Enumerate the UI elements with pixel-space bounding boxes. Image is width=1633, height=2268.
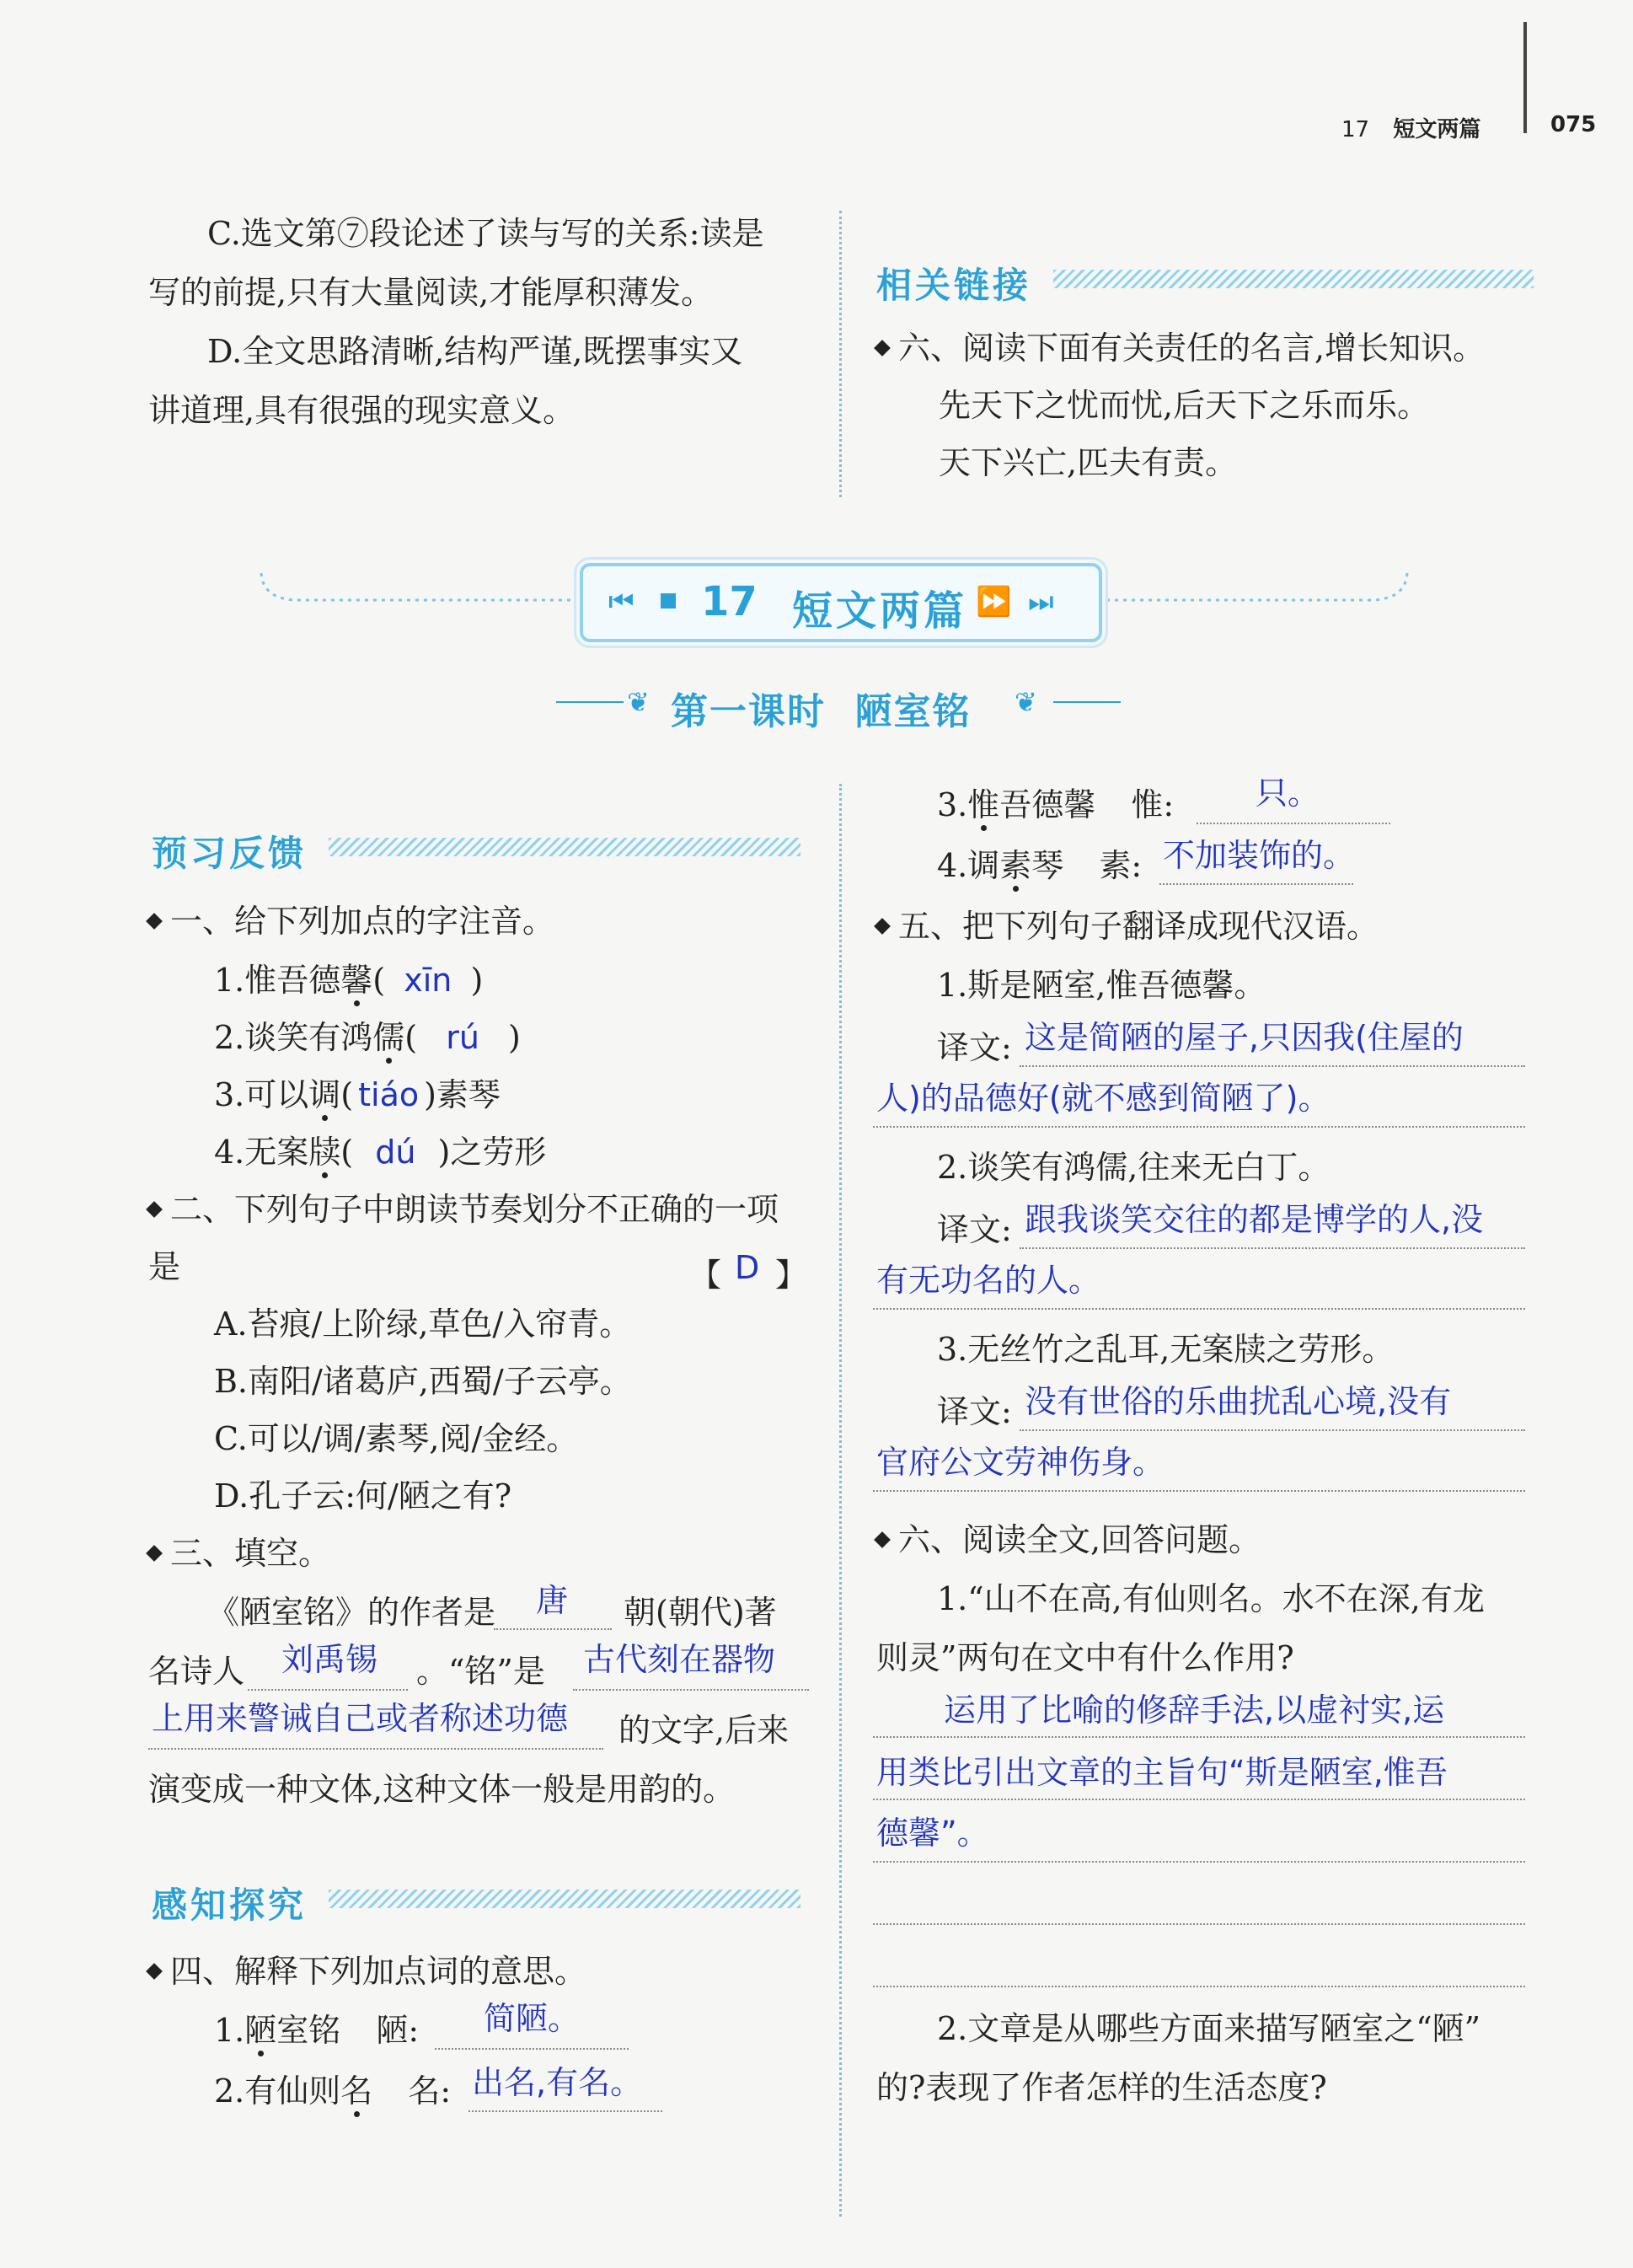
q1-item-3 [214,1076,501,1113]
q4-item-4 [937,847,1143,884]
quote-2: 天下兴亡,匹夫有责。 [939,444,1238,481]
explore-title: 感知探究 [152,1885,308,1926]
paren-close: )之劳形 [437,1134,547,1171]
answer-underline [1020,1247,1525,1249]
subtitle-line-left [556,701,624,703]
paren-open: ( [404,1019,418,1056]
diamond-bullet-icon [874,918,891,935]
q3-answer-ming-1: 古代刻在器物 [583,1641,776,1678]
q1-prompt [148,903,555,940]
paren-open: ( [340,1076,354,1113]
q4-answer-1: 简陋。 [484,2000,581,2037]
q2-option-a: A.苔痕/上阶绿,草色/入帘青。 [214,1306,632,1343]
heading-stripe [329,838,800,856]
answer-underline [873,1126,1525,1128]
q3-text-2: 朝(朝代)著 [624,1594,777,1631]
q4-item-2 [214,2072,452,2110]
q4-answer-3: 只。 [1256,775,1320,812]
q3-answer-ming-2: 上用来警诫自己或者称述功德 [152,1700,569,1737]
q1-item-text: 3.可以 [214,1076,309,1113]
diamond-bullet-icon [874,340,891,357]
q2-option-b: B.南阳/诸葛庐,西蜀/子云亭。 [214,1363,632,1400]
q6-prompt [876,1521,1261,1558]
dotted-char: 素 [999,847,1032,884]
q6-answer-line3: 德馨”。 [876,1815,989,1852]
option-c-line1: C.选文第⑦段论述了读与写的关系:读是 [207,215,764,252]
q4-item-text: 3. [937,786,968,823]
q1-answer-2: rú [446,1019,479,1056]
q6-answer-line2: 用类比引出文章的主旨句“斯是陋室,惟吾 [876,1754,1448,1791]
q3-text-1: 《陋室铭》的作者是 [207,1594,496,1631]
q4-item-text: 室铭 [276,2012,341,2049]
answer-underline [248,1689,408,1691]
q1-item-2 [214,1021,521,1054]
q3-answer-dynasty: 唐 [536,1582,569,1619]
answer-underline [1159,883,1353,885]
q2-option-c: C.可以/调/素琴,阅/金经。 [214,1420,579,1457]
q6-prompt-text: 六、阅读全文,回答问题。 [898,1521,1261,1558]
square-icon [661,593,676,609]
q6-sub1-line1: 1.“山不在高,有仙则名。水不在深,有龙 [937,1580,1485,1617]
q2-bracket-right: 】 [775,1257,808,1294]
dotted-char: 儒 [372,1019,405,1056]
option-c-line2: 写的前提,只有大量阅读,才能厚积薄发。 [148,274,714,311]
column-divider-top [839,211,842,497]
column-divider-main [839,784,842,2217]
fast-forward-icon: ⏩ [976,585,1012,619]
diamond-bullet-icon [146,1963,163,1980]
lesson-subtitle: 第一课时 陋室铭 [671,690,972,733]
quote-1: 先天下之忧而忧,后天下之乐而乐。 [939,387,1430,424]
paren-open: ( [372,962,386,999]
answer-underline [435,2048,629,2050]
q4-answer-4: 不加装饰的。 [1163,837,1356,874]
q3-text-4: 。“铭”是 [416,1653,545,1690]
q1-item-text: 4.无案 [214,1134,309,1171]
q5-answer-1-line2: 人)的品德好(就不感到简陋了)。 [876,1080,1330,1117]
header-chapter-title: 短文两篇 [1393,117,1481,142]
q4-item-text: 吾德馨 [999,786,1096,823]
q5-answer-2-line2: 有无功名的人。 [876,1262,1101,1299]
q2-answer: D [735,1249,760,1286]
preview-title: 预习反馈 [152,833,308,874]
header-rule [1523,22,1527,133]
subtitle-line-right [1053,701,1121,703]
q5-answer-1-line1: 这是简陋的屋子,只因我(住屋的 [1025,1019,1464,1056]
dotted-char: 馨 [340,962,373,999]
dotted-char: 名 [340,2072,373,2110]
q5-sentence-1: 1.斯是陋室,惟吾德馨。 [937,967,1266,1004]
q5-label: 译文: [937,1211,1012,1248]
paren-close: ) [508,1019,521,1056]
answer-underline [573,1689,809,1691]
q3-answer-author: 刘禹锡 [281,1641,378,1678]
q1-item-text: 1.惟吾德 [214,962,341,999]
answer-underline [1020,1065,1525,1067]
q6-sub2-line1: 2.文章是从哪些方面来描写陋室之“陋” [937,2010,1481,2047]
q4-key: 陋: [376,2012,420,2049]
q2-prompt [148,1191,779,1228]
q3-prompt [148,1535,331,1572]
dotted-char: 牍 [308,1134,341,1171]
lesson-title: 短文两篇 [792,587,968,635]
q6-related-prompt [876,330,1486,367]
q4-item-3 [937,786,1175,823]
q4-answer-2: 出名,有名。 [472,2064,643,2101]
page-number: 075 [1550,112,1597,137]
q5-prompt-text: 五、把下列句子翻译成现代汉语。 [898,908,1379,945]
header-chapter-num: 17 [1341,117,1370,142]
paren-open: ( [340,1134,354,1171]
q4-key: 惟: [1131,786,1175,823]
q2-bracket-left: 【 [689,1257,722,1294]
related-links-heading [876,258,1534,306]
related-links-title: 相关链接 [876,265,1032,306]
q5-answer-2-line1: 跟我谈笑交往的都是博学的人,没 [1025,1201,1484,1238]
answer-underline [873,1490,1525,1492]
option-d-line1: D.全文思路清晰,结构严谨,既摆事实又 [207,333,743,370]
q2-prompt-text: 二、下列句子中朗读节奏划分不正确的一项 [170,1191,779,1228]
q6-related-text: 六、阅读下面有关责任的名言,增长知识。 [898,330,1486,367]
answer-underline [873,1986,1525,1987]
subtitle-ornament-right-icon: ❦ [1015,686,1037,718]
q3-text-3: 名诗人 [148,1653,245,1690]
q4-prompt [148,1953,587,1990]
q1-prompt-text: 一、给下列加点的字注音。 [170,903,555,940]
preview-heading [152,826,809,874]
q1-answer-1: xīn [404,962,452,999]
answer-underline [873,1736,1525,1738]
q6-sub2-line2: 的?表现了作者怎样的生活态度? [876,2069,1327,2106]
q4-key: 素: [1099,847,1143,884]
answer-underline [873,1923,1525,1925]
q3-text-5: 的文字,后来 [618,1712,790,1749]
q5-sentence-2: 2.谈笑有鸿儒,往来无白丁。 [937,1149,1330,1186]
diamond-bullet-icon [146,1201,163,1218]
answer-underline [468,2110,662,2112]
heading-stripe [1053,270,1534,288]
skip-end-icon: ⏭ [1028,585,1054,619]
q4-item-text: 琴 [1031,847,1064,884]
rewind-icon: ⏮ [608,585,634,619]
q3-text-6: 演变成一种文体,这种文体一般是用韵的。 [148,1771,736,1808]
q1-item-1 [214,962,484,999]
lesson-banner [580,563,1102,642]
q6-sub1-line2: 则灵”两句在文中有什么作用? [876,1639,1294,1676]
dotted-char: 惟 [967,786,1000,823]
option-d-line2: 讲道理,具有很强的现实意义。 [148,392,576,429]
dotted-char: 调 [308,1076,341,1113]
q6-answer-line1: 运用了比喻的修辞手法,以虚衬实,运 [944,1692,1445,1729]
q4-item-text: 4.调 [937,847,1000,884]
q1-answer-4: dú [375,1134,416,1171]
paren-close: ) [470,962,484,999]
q5-label: 译文: [937,1393,1012,1430]
q5-label: 译文: [937,1029,1012,1066]
answer-underline [873,1308,1525,1310]
q1-item-4 [214,1134,547,1171]
q4-item-text: 1. [214,2012,245,2049]
q5-sentence-3: 3.无丝竹之乱耳,无案牍之劳形。 [937,1331,1395,1368]
q5-answer-3-line2: 官府公文劳神伤身。 [876,1444,1165,1481]
paren-close: )素琴 [424,1076,501,1113]
answer-underline [1197,823,1390,824]
answer-underline [148,1748,603,1750]
lesson-number: 17 [701,578,758,625]
q1-item-text: 2.谈笑有鸿 [214,1019,373,1056]
diamond-bullet-icon [146,913,163,930]
dotted-char: 陋 [244,2012,277,2049]
subtitle-ornament-left-icon: ❦ [627,686,650,718]
q1-answer-3: tiáo [358,1076,420,1113]
answer-underline [873,1861,1525,1863]
q2-option-d: D.孔子云:何/陋之有? [214,1477,512,1515]
answer-underline [494,1628,612,1630]
header-chapter [1341,112,1480,143]
q5-answer-3-line1: 没有世俗的乐曲扰乱心境,没有 [1025,1383,1452,1420]
q3-prompt-text: 三、填空。 [170,1535,331,1572]
answer-underline [1020,1429,1525,1431]
explore-heading [152,1878,809,1926]
diamond-bullet-icon [874,1531,891,1548]
q2-prompt-2: 是 [148,1248,181,1285]
answer-underline [873,1799,1525,1800]
diamond-bullet-icon [146,1545,163,1562]
q5-prompt [876,908,1379,945]
q4-prompt-text: 四、解释下列加点词的意思。 [170,1953,587,1990]
q4-item-text: 2.有仙则 [214,2072,341,2110]
heading-stripe [329,1890,800,1908]
q4-item-1 [214,2012,420,2049]
q4-key: 名: [408,2072,452,2110]
